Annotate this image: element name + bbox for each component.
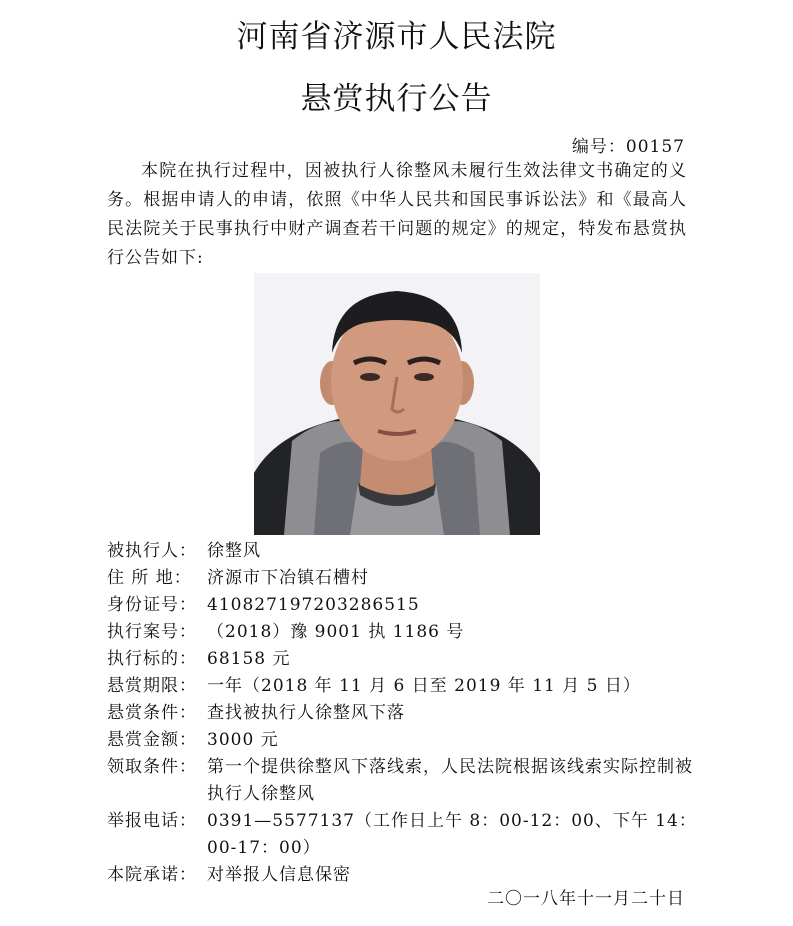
- notice-date: 二〇一八年十一月二十日: [487, 889, 685, 909]
- detail-row-amount: [107, 646, 697, 673]
- detail-value: 济源市下冶镇石槽村: [207, 568, 369, 588]
- notice-title: 悬赏执行公告: [300, 81, 493, 117]
- detail-row-period: [107, 673, 697, 700]
- detail-label: 悬赏金额：: [107, 730, 197, 750]
- detail-row-reward: [107, 727, 697, 754]
- detail-row-address: [107, 565, 697, 592]
- detail-label: 住 所 地：: [107, 568, 192, 588]
- intro-paragraph: 本院在执行过程中，因被执行人徐整风未履行生效法律文书确定的义务。根据申请人的申请，依照《中华人民共和国民事诉讼法》和《最高人民法院关于民事执行中财产调查若干问题的规定》的规定，特发布悬赏执行公告如下:: [107, 161, 687, 268]
- detail-label: 被执行人：: [107, 541, 197, 561]
- detail-value: （2018）豫 9001 执 1186 号: [207, 622, 465, 642]
- detail-row-id-number: [107, 592, 697, 619]
- detail-value: 68158 元: [207, 649, 291, 669]
- detail-value: 0391—5577137（工作日上午 8：00-12：00、下午 14：00-17：00）: [207, 811, 697, 858]
- court-title: 河南省济源市人民法院: [236, 19, 557, 55]
- detail-value: 410827197203286515: [207, 595, 420, 615]
- person-portrait-illustration: [254, 273, 540, 535]
- detail-row-respondent: [107, 538, 697, 565]
- detail-row-claim: [107, 754, 697, 808]
- detail-value: 对举报人信息保密: [207, 865, 351, 885]
- detail-label: 身份证号：: [107, 595, 197, 615]
- detail-value: 徐整风: [207, 541, 261, 561]
- detail-label: 悬赏条件：: [107, 703, 197, 723]
- detail-list: [107, 538, 697, 889]
- notice-number: 编号：00157: [571, 137, 685, 157]
- detail-value: 3000 元: [207, 730, 279, 750]
- detail-label: 举报电话：: [107, 811, 197, 831]
- detail-row-case-number: [107, 619, 697, 646]
- detail-label: 执行案号：: [107, 622, 197, 642]
- detail-label: 悬赏期限：: [107, 676, 197, 696]
- detail-row-phone: [107, 808, 697, 862]
- detail-value: 第一个提供徐整风下落线索，人民法院根据该线索实际控制被执行人徐整风: [207, 757, 693, 804]
- detail-row-condition: [107, 700, 697, 727]
- person-photo: [254, 273, 540, 535]
- detail-value: 一年（2018 年 11 月 6 日至 2019 年 11 月 5 日）: [207, 676, 641, 696]
- detail-label: 领取条件：: [107, 757, 197, 777]
- detail-label: 本院承诺：: [107, 865, 197, 885]
- detail-label: 执行标的：: [107, 649, 197, 669]
- detail-value: 查找被执行人徐整风下落: [207, 703, 405, 723]
